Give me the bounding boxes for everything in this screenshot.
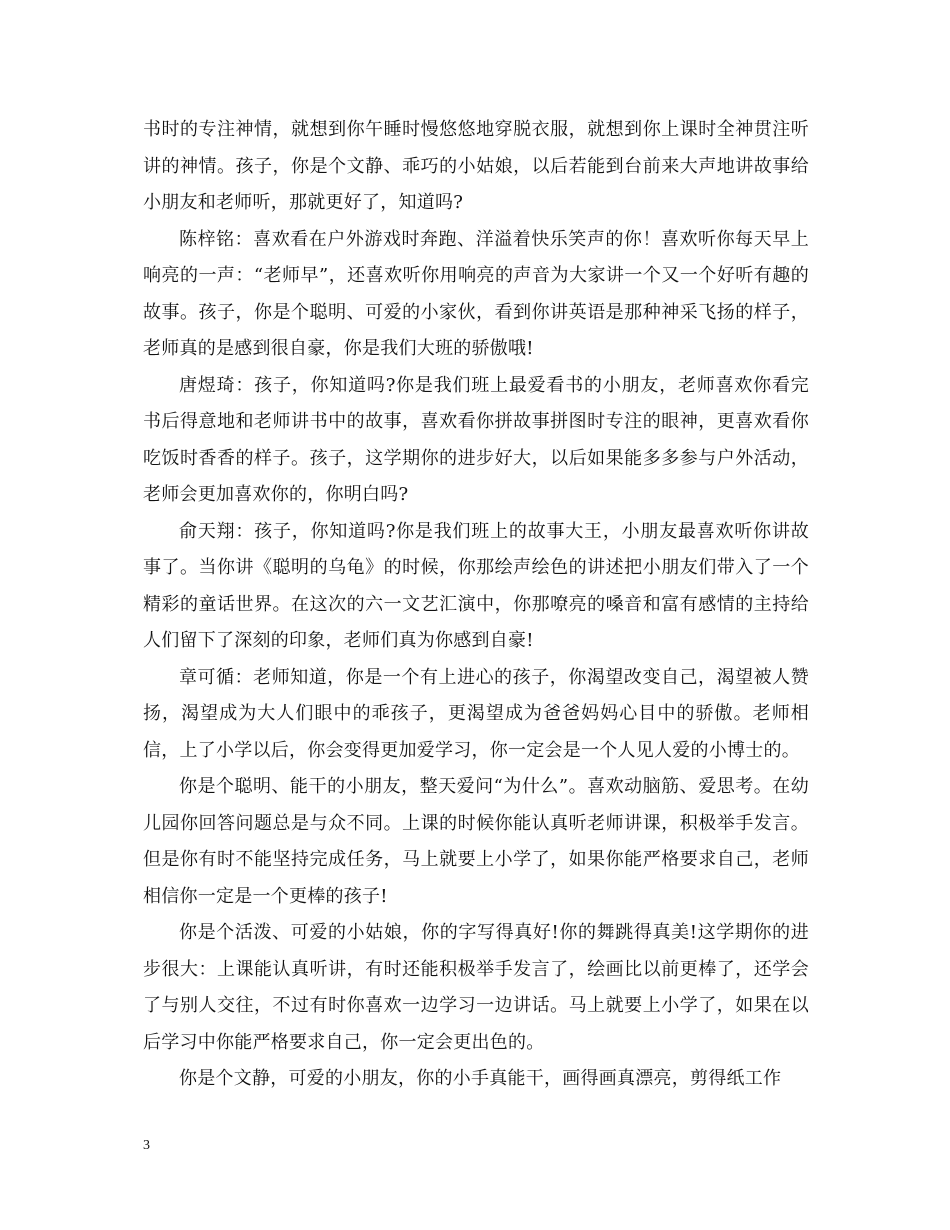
body-text [143, 112, 809, 1098]
paragraph-lively-girl: 你是个活泼、可爱的小姑娘，你的字写得真好!你的舞跳得真美!这学期你的进步很大：上课能认真听讲，有时还能积极举手发言了，绘画比以前更棒了，还学会了与别人交往，不过有时你喜欢一边学习一边讲话。马上就要上小学了，如果在以后学习中你能严格要求自己，你一定会更出色的。 [143, 922, 809, 1053]
paragraph-quiet-child: 你是个文静，可爱的小朋友，你的小手真能干，画得画真漂亮，剪得纸工作 [179, 1068, 782, 1089]
paragraph-clever-child: 你是个聪明、能干的小朋友，整天爱问“为什么”。喜欢动脑筋、爱思考。在幼儿园你回答问题总是与众不同。上课的时候你能认真听老师讲课，积极举手发言。但是你有时不能坚持完成任务，马上就要上小学了，如果你能严格要求自己，老师相信你一定是一个更棒的孩子! [143, 776, 809, 907]
paragraph-zhang-kexun: 章可循：老师知道，你是一个有上进心的孩子，你渴望改变自己，渴望被人赞扬，渴望成为大人们眼中的乖孩子，更渴望成为爸爸妈妈心目中的骄傲。老师相信，上了小学以后，你会变得更加爱学习，你一定会是一个人见人爱的小博士的。 [143, 666, 809, 761]
paragraph-tang-yuqi: 唐煜琦：孩子，你知道吗?你是我们班上最爱看书的小朋友，老师喜欢你看完书后得意地和老师讲书中的故事，喜欢看你拼故事拼图时专注的眼神，更喜欢看你吃饭时香香的样子。孩子，这学期你的进步好大，以后如果能多多参与户外活动，老师会更加喜欢你的，你明白吗? [143, 374, 809, 505]
paragraph-continuation: 书时的专注神情，就想到你午睡时慢悠悠地穿脱衣服，就想到你上课时全神贯注听讲的神情。孩子，你是个文静、乖巧的小姑娘，以后若能到台前来大声地讲故事给小朋友和老师听，那就更好了，知道吗? [143, 119, 809, 213]
page-number: 3 [143, 1138, 150, 1153]
paragraph-yu-tianxiang: 俞天翔：孩子，你知道吗?你是我们班上的故事大王，小朋友最喜欢听你讲故事了。当你讲《聪明的乌龟》的时候，你那绘声绘色的讲述把小朋友们带入了一个精彩的童话世界。在这次的六一文艺汇演中，你那嘹亮的嗓音和富有感情的主持给人们留下了深刻的印象，老师们真为你感到自豪! [143, 520, 809, 651]
paragraph-chen-ziming: 陈梓铭：喜欢看在户外游戏时奔跑、洋溢着快乐笑声的你！喜欢听你每天早上响亮的一声：“老师早”，还喜欢听你用响亮的声音为大家讲一个又一个好听有趣的故事。孩子，你是个聪明、可爱的小家伙，看到你讲英语是那种神采飞扬的样子，老师真的是感到很自豪，你是我们大班的骄傲哦! [143, 228, 809, 359]
